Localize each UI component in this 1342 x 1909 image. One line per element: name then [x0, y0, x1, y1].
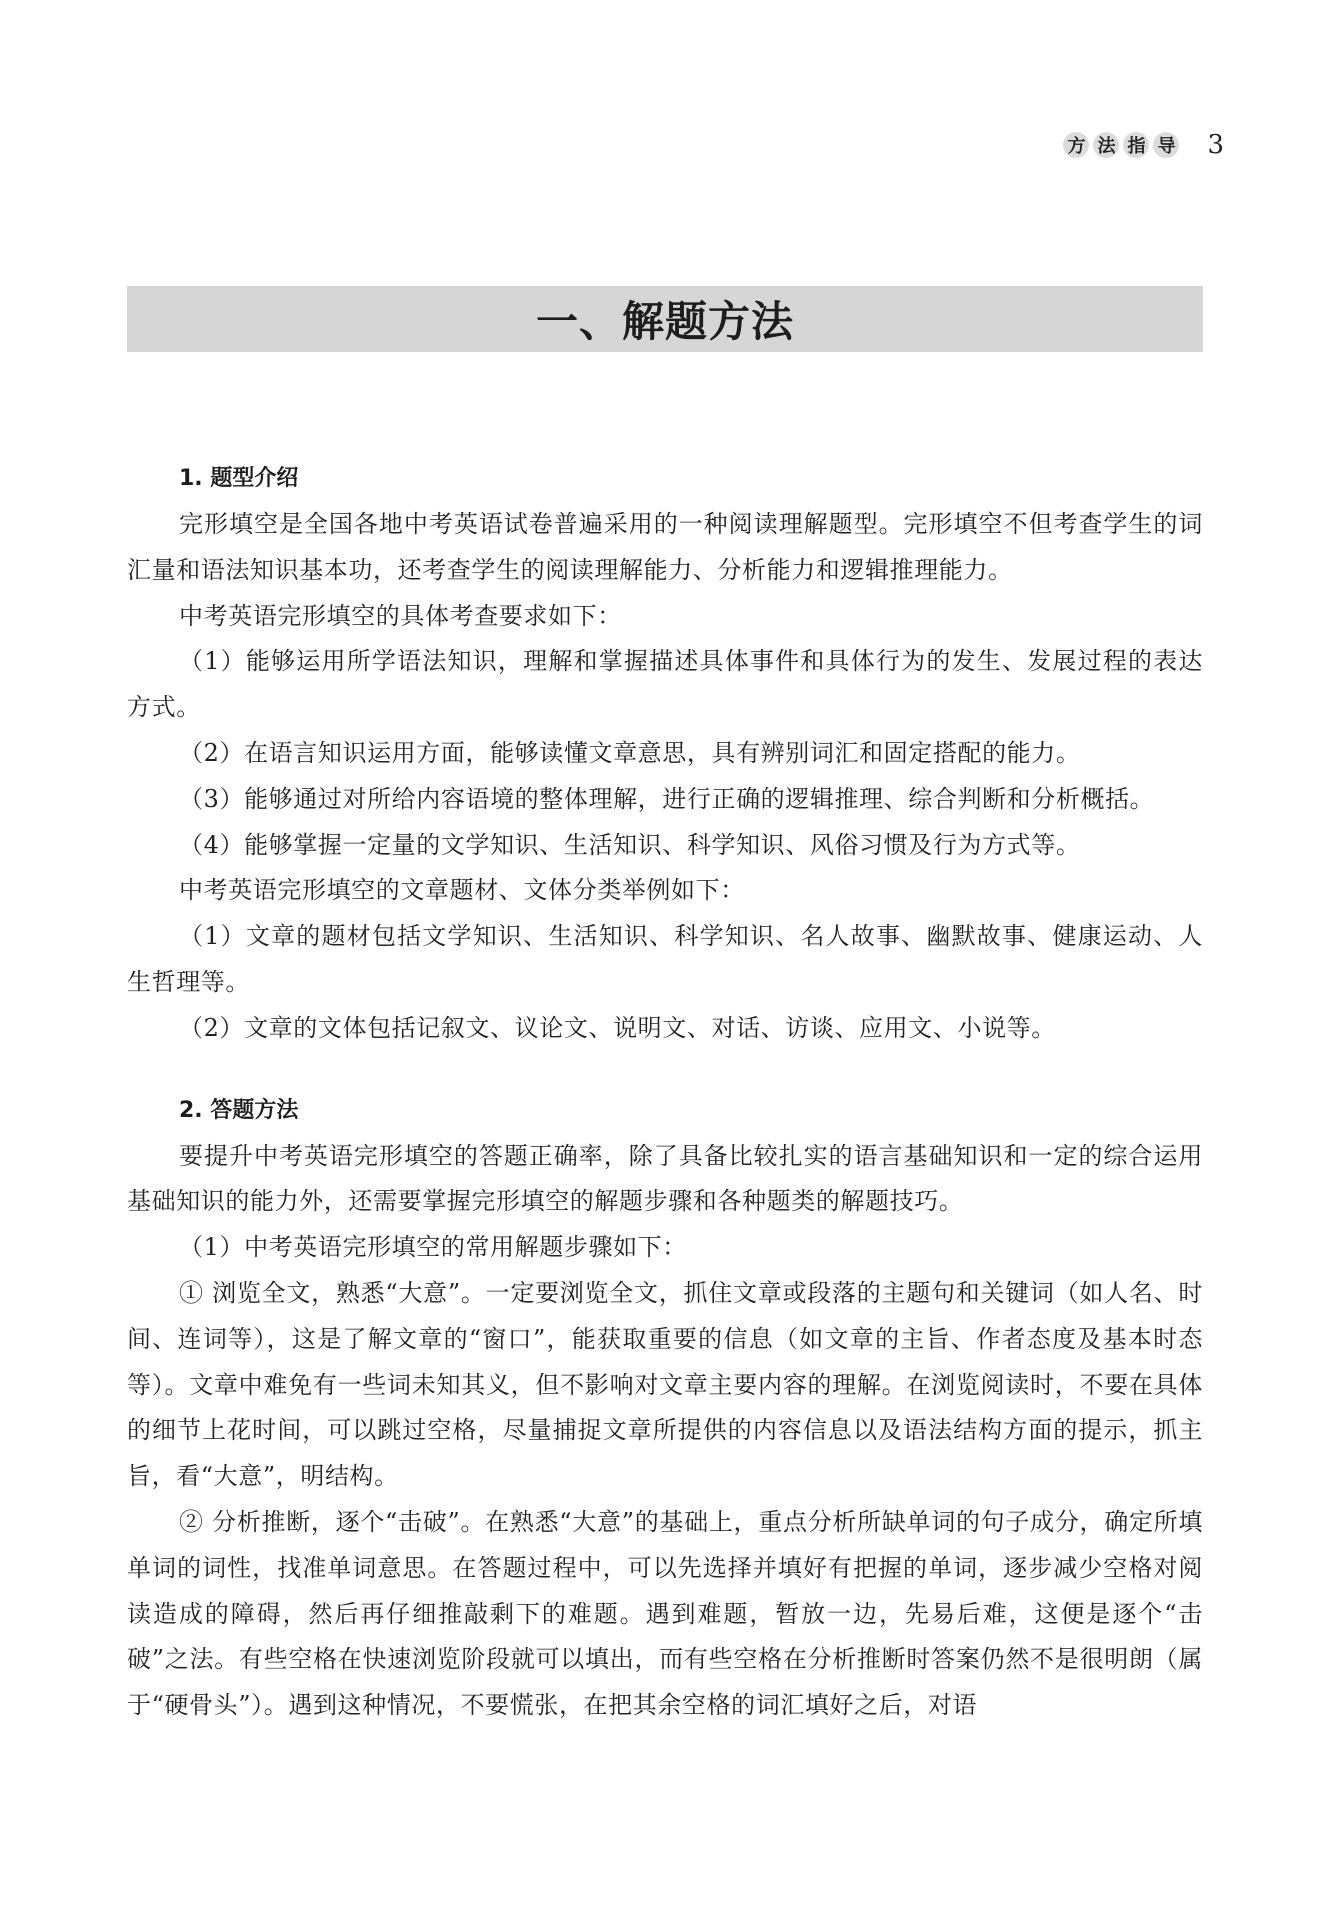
section-label-char: 方 [1063, 132, 1089, 158]
chapter-title-band [127, 286, 1203, 352]
section-spacer [127, 1052, 1203, 1088]
paragraph: （2）在语言知识运用方面，能够读懂文章意思，具有辨别词汇和固定搭配的能力。 [179, 738, 1081, 767]
paragraph: （3）能够通过对所给内容语境的整体理解，进行正确的逻辑推理、综合判断和分析概括。 [179, 784, 1155, 813]
section-label-char: 导 [1153, 132, 1179, 158]
section-label [1063, 132, 1179, 158]
paragraph: ① 浏览全文，熟悉“大意”。一定要浏览全文，抓住文章或段落的主题句和关键词（如人名、时间、连词等），这是了解文章的“窗口”，能获取重要的信息（如文章的主旨、作者态度及基本时态等）。文章中难免有一些词未知其义，但不影响对文章主要内容的理解。在浏览阅读时，不要在具体的细节上花时间，可以跳过空格，尽量捕捉文章所提供的内容信息以及语法结构方面的提示，抓主旨，看“大意”，明结构。 [127, 1278, 1203, 1491]
paragraph: 完形填空是全国各地中考英语试卷普遍采用的一种阅读理解题型。完形填空不但考查学生的词汇量和语法知识基本功，还考查学生的阅读理解能力、分析能力和逻辑推理能力。 [127, 510, 1203, 584]
page-body [127, 456, 1203, 1729]
paragraph: （2）文章的文体包括记叙文、议论文、说明文、对话、访谈、应用文、小说等。 [179, 1013, 1056, 1042]
page-number: 3 [1207, 130, 1224, 160]
paragraph: （1）中考英语完形填空的常用解题步骤如下： [179, 1233, 687, 1262]
paragraph: 中考英语完形填空的文章题材、文体分类举例如下： [179, 876, 745, 905]
paragraph: （1）能够运用所学语法知识，理解和掌握描述具体事件和具体行为的发生、发展过程的表达方式。 [127, 647, 1203, 722]
section-label-char: 法 [1093, 132, 1119, 158]
paragraph: 中考英语完形填空的具体考查要求如下： [179, 601, 622, 630]
paragraph: （1）文章的题材包括文学知识、生活知识、科学知识、名人故事、幽默故事、健康运动、人生哲理等。 [127, 922, 1203, 996]
section-label-char: 指 [1123, 132, 1149, 158]
section-heading: 1. 题型介绍 [179, 466, 299, 491]
paragraph: 要提升中考英语完形填空的答题正确率，除了具备比较扎实的语言基础知识和一定的综合运用基础知识的能力外，还需要掌握完形填空的解题步骤和各种题类的解题技巧。 [127, 1141, 1203, 1216]
paragraph: （4）能够掌握一定量的文学知识、生活知识、科学知识、风俗习惯及行为方式等。 [179, 830, 1081, 859]
running-head [1063, 130, 1224, 160]
chapter-title: 一、解题方法 [535, 297, 794, 346]
paragraph: ② 分析推断，逐个“击破”。在熟悉“大意”的基础上，重点分析所缺单词的句子成分，确定所填单词的词性，找准单词意思。在答题过程中，可以先选择并填好有把握的单词，逐步减少空格对阅读造成的障碍，然后再仔细推敲剩下的难题。遇到难题，暂放一边，先易后难，这便是逐个“击破”之法。有些空格在快速浏览阶段就可以填出，而有些空格在分析推断时答案仍然不是很明朗（属于“硬骨头”）。遇到这种情况，不要慌张，在把其余空格的词汇填好之后，对语 [127, 1507, 1203, 1720]
section-heading: 2. 答题方法 [179, 1097, 299, 1123]
